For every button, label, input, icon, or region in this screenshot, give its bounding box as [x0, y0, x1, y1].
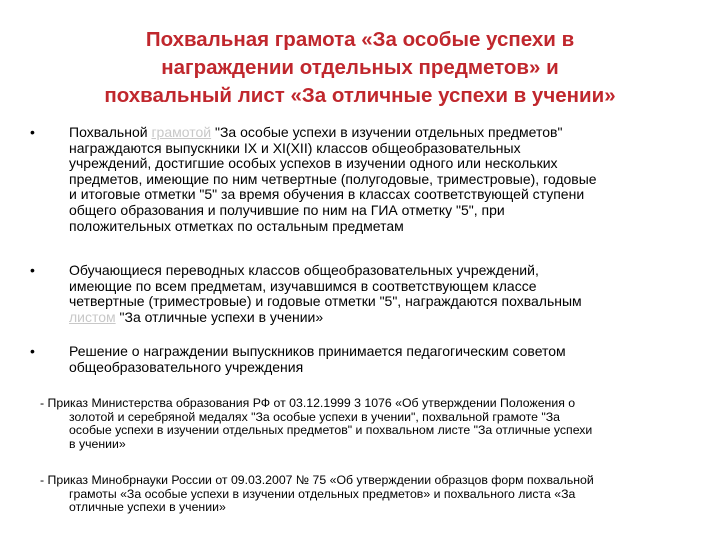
bullet-text	[69, 344, 669, 375]
footnote-line: отличные успехи в учении»	[69, 500, 226, 515]
title-line-1: Похвальная грамота «За особые успехи в	[145, 28, 575, 51]
certificate-link[interactable]: листом	[69, 308, 116, 325]
bullet-item-diploma	[30, 125, 669, 234]
bullet-text-fragment: "За особые успехи в изучении отдельных предметов"	[211, 124, 563, 140]
footnote-line: грамоты «За особые успехи в изучении отдельных предметов» и похвального листа «За	[69, 486, 576, 501]
bullet-marker: •	[30, 262, 35, 278]
bullet-line: учреждений, достигшие особых успехов в изучении одного или нескольких	[69, 155, 558, 172]
bullet-text	[69, 125, 669, 234]
bullet-line: награждаются выпускники IX и XI(XII) классов общеобразовательных	[69, 139, 521, 156]
bullet-text-fragment: Похвальной	[69, 124, 152, 140]
bullet-line: Обучающиеся переводных классов общеобразовательных учреждений,	[69, 262, 539, 278]
bullet-item-certificate	[30, 263, 669, 325]
footnote-line: - Приказ Минобрнауки России от 09.03.2007 № 75 «Об утверждении образцов форм похвальной	[40, 473, 594, 487]
footnote-line: - Приказ Министерства образования РФ от 03.12.1999 3 1076 «Об утверждении Положения о	[40, 396, 576, 410]
bullet-line: имеющие по всем предметам, изучавшимся в соответствующем классе	[69, 277, 537, 294]
bullet-line	[69, 125, 669, 141]
footnote-line: в учении»	[69, 436, 126, 451]
slide-title	[40, 26, 680, 110]
bullet-line: общего образования и получившие по ним на ГИА отметку "5", при	[69, 201, 505, 218]
bullet-item-decision	[30, 344, 669, 375]
footnote-line: особые успехи в изучении отдельных предметов" и похвальном листе "За отличные успехи	[69, 423, 593, 438]
bullet-line: положительных отметках по остальным предметам	[69, 217, 404, 234]
diploma-link[interactable]: грамотой	[151, 124, 212, 140]
bullet-line: предметов, имеющие по ним четвертные (полугодовые, триместровые), годовые	[69, 170, 597, 187]
title-line-3: похвальный лист «За отличные успехи в учении»	[104, 84, 616, 107]
bullet-line: Решение о награждении выпускников принимается педагогическим советом	[69, 343, 566, 359]
bullet-line: и итоговые отметки "5" за время обучения в классах соответствующей ступени	[69, 186, 585, 203]
title-line-2: награждении отдельных предметов» и	[161, 56, 559, 79]
footnote-order-1999	[40, 397, 690, 451]
bullet-line: четвертные (триместровые) и годовые отметки "5", награждаются похвальным	[69, 293, 582, 310]
bullet-line	[69, 310, 669, 326]
bullet-marker: •	[30, 343, 35, 359]
bullet-text	[69, 263, 669, 325]
footnote-order-2007	[40, 474, 690, 515]
footnote-line: золотой и серебряной медалях "За особые успехи в учении", похвальной грамоте "За	[69, 409, 560, 424]
bullet-text-fragment: "За отличные успехи в учении»	[115, 308, 324, 325]
bullet-marker: •	[30, 124, 35, 140]
bullet-line: общеобразовательного учреждения	[69, 358, 304, 375]
